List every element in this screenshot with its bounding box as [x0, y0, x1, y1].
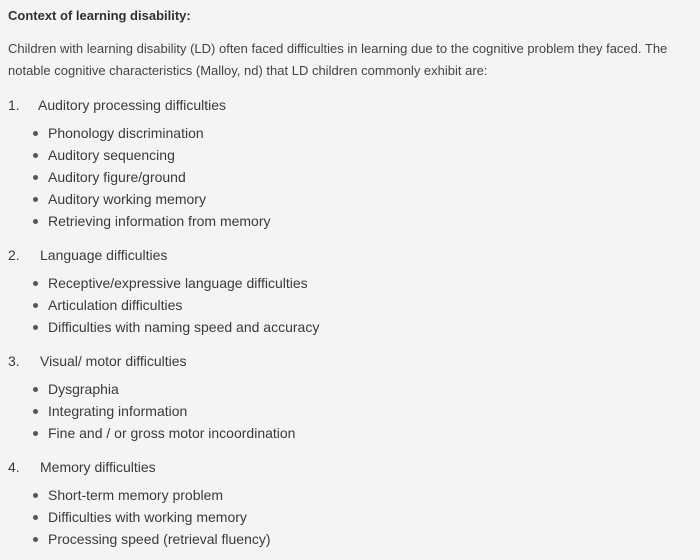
bullet-icon: [33, 431, 38, 436]
bullet-icon: [33, 175, 38, 180]
bullet-icon: [33, 387, 38, 392]
section-memory: [8, 457, 692, 550]
list-item: Short-term memory problem: [8, 484, 692, 506]
section-title: [8, 457, 692, 477]
list-item: Dysgraphia: [8, 378, 692, 400]
section-title-text: Auditory processing difficulties: [38, 97, 227, 113]
intro-paragraph: Children with learning disability (LD) often faced difficulties in learning due to the cognitive problem they faced. The notable cognitive characteristics (Malloy, nd) that LD children commonly exhibit are:: [8, 41, 668, 78]
section-number: 1.: [8, 97, 20, 113]
list-item: Integrating information: [8, 400, 692, 422]
bullet-list: [8, 122, 692, 232]
list-item: Processing speed (retrieval fluency): [8, 528, 692, 550]
list-item: Phonology discrimination: [8, 122, 692, 144]
section-heading: Context of learning disability:: [8, 8, 191, 23]
list-item: Articulation difficulties: [8, 294, 692, 316]
bullet-icon: [33, 131, 38, 136]
bullet-icon: [33, 493, 38, 498]
list-item: Auditory working memory: [8, 188, 692, 210]
section-visual-motor: [8, 351, 692, 444]
list-item: Difficulties with naming speed and accuracy: [8, 316, 692, 338]
section-title: [8, 245, 692, 265]
section-number: 3.: [8, 353, 20, 369]
section-language: [8, 245, 692, 338]
section-number: 4.: [8, 459, 20, 475]
section-auditory-processing: [8, 95, 692, 232]
bullet-icon: [33, 303, 38, 308]
bullet-icon: [33, 325, 38, 330]
section-title: [8, 351, 692, 371]
list-item: Auditory sequencing: [8, 144, 692, 166]
section-title-text: Language difficulties: [40, 247, 168, 263]
bullet-icon: [33, 281, 38, 286]
bullet-icon: [33, 537, 38, 542]
section-title-text: Visual/ motor difficulties: [40, 353, 187, 369]
list-item: Difficulties with working memory: [8, 506, 692, 528]
bullet-list: [8, 484, 692, 550]
bullet-icon: [33, 153, 38, 158]
section-title: [8, 95, 692, 115]
list-item: Auditory figure/ground: [8, 166, 692, 188]
list-item: Fine and / or gross motor incoordination: [8, 422, 692, 444]
bullet-icon: [33, 515, 38, 520]
bullet-icon: [33, 197, 38, 202]
section-title-text: Memory difficulties: [40, 459, 156, 475]
list-item: Receptive/expressive language difficulties: [8, 272, 692, 294]
bullet-list: [8, 378, 692, 444]
list-item: Retrieving information from memory: [8, 210, 692, 232]
section-number: 2.: [8, 247, 20, 263]
bullet-list: [8, 272, 692, 338]
bullet-icon: [33, 219, 38, 224]
bullet-icon: [33, 409, 38, 414]
